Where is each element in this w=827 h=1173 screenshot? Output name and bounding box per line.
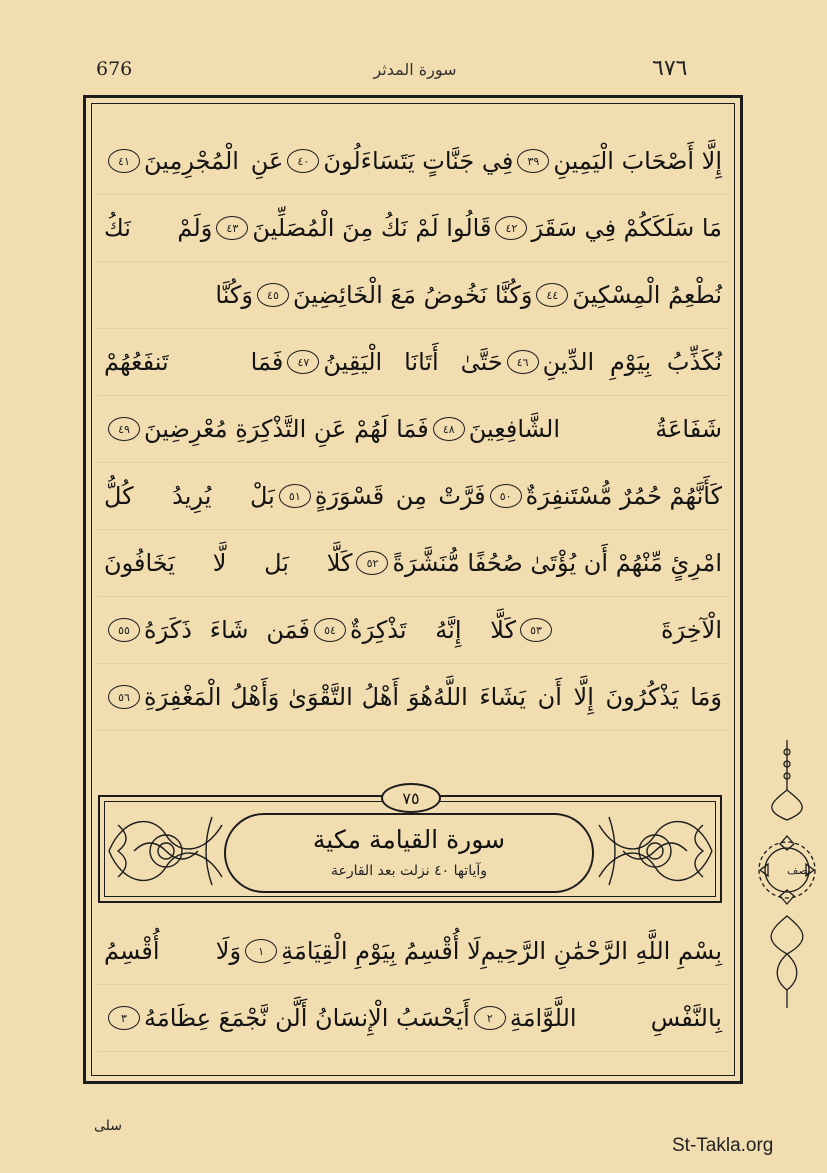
- verse-text: إِلَّا أَصْحَابَ الْيَمِينِ: [553, 147, 722, 175]
- ayah-number-marker: ٤٦: [507, 350, 539, 374]
- ayah-number-marker: ٥١: [279, 484, 311, 508]
- verse-text: فَمَا لَهُمْ عَنِ التَّذْكِرَةِ مُعْرِضِينَ: [144, 415, 429, 443]
- verse-line: [98, 664, 728, 731]
- verse-text: كَأَنَّهُمْ حُمُرٌ مُّسْتَنفِرَةٌ: [525, 482, 722, 510]
- verse-text: الْآخِرَةَ: [660, 616, 722, 644]
- page-signature: سلى: [94, 1118, 123, 1134]
- surah-title-cartouche: [224, 813, 594, 893]
- ayah-number-marker: ٥٦: [108, 685, 140, 709]
- verse-text: قَالُوا لَمْ نَكُ مِنَ الْمُصَلِّينَ: [252, 214, 492, 242]
- verse-text: حَتَّىٰ أَتَانَا الْيَقِينُ: [323, 348, 503, 376]
- ayah-number-marker: ٥٤: [314, 618, 346, 642]
- verse-line: [98, 463, 728, 530]
- ayah-number-marker: ٤٢: [495, 216, 527, 240]
- verse-line: [98, 597, 728, 664]
- verse-text: شَفَاعَةُ الشَّافِعِينَ: [468, 415, 722, 443]
- surah-number-medallion: ٧٥: [381, 783, 441, 813]
- ayah-number-marker: ١: [245, 939, 277, 963]
- verse-line: [98, 396, 728, 463]
- ayah-number-marker: ٥٢: [356, 551, 388, 575]
- verse-line: [98, 530, 728, 597]
- verse-text: هُوَ أَهْلُ التَّقْوَىٰ وَأَهْلُ الْمَغْفِرَةِ: [144, 683, 433, 711]
- ayah-number-marker: ٣٩: [517, 149, 549, 173]
- verse-text: فَمَا تَنفَعُهُمْ: [104, 348, 284, 376]
- verse-line: [98, 128, 728, 195]
- verse-line: [98, 195, 728, 262]
- verse-text: وَلَا أُقْسِمُ: [104, 937, 242, 965]
- arabesque-ornament-right: [592, 805, 717, 897]
- ayah-number-marker: ٥٠: [490, 484, 522, 508]
- verse-text: امْرِئٍ مِّنْهُمْ أَن يُؤْتَىٰ صُحُفًا مُّنَشَّرَةً: [392, 549, 722, 577]
- ayah-number-marker: ٤٣: [216, 216, 248, 240]
- verse-text: بَلْ يُرِيدُ كُلُّ: [104, 482, 275, 510]
- ayah-number-marker: ٤٥: [257, 283, 289, 307]
- verse-line: [98, 329, 728, 396]
- ayah-number-marker: ٤٧: [287, 350, 319, 374]
- lower-verse-block: [98, 918, 728, 1052]
- verse-text: كَلَّا إِنَّهُ تَذْكِرَةٌ: [350, 616, 516, 644]
- verse-text: نُطْعِمُ الْمِسْكِينَ: [572, 281, 722, 309]
- verse-text: بِالنَّفْسِ اللَّوَّامَةِ: [509, 1004, 722, 1032]
- verse-text: كَلَّا بَل لَّا يَخَافُونَ: [104, 549, 353, 577]
- running-title: سورة المدثر: [373, 60, 457, 79]
- margin-note-nisf: نصف: [787, 864, 811, 877]
- ayah-number-marker: ٢: [474, 1006, 506, 1030]
- ayah-number-marker: ٤٩: [108, 417, 140, 441]
- verse-line: [98, 985, 728, 1052]
- ayah-number-marker: ٤٤: [536, 283, 568, 307]
- verse-text: نُكَذِّبُ بِيَوْمِ الدِّينِ: [542, 348, 722, 376]
- verse-text: عَنِ الْمُجْرِمِينَ: [144, 147, 284, 175]
- page-number-arabic: ٦٧٦: [652, 56, 688, 81]
- verse-text: فَرَّتْ مِن قَسْوَرَةٍ: [314, 482, 486, 510]
- arabesque-ornament-left: [104, 805, 229, 897]
- verse-text: فَمَن شَاءَ ذَكَرَهُ: [144, 616, 310, 644]
- upper-verse-block: [98, 128, 728, 731]
- verse-text: وَكُنَّا نَخُوضُ مَعَ الْخَائِضِينَ: [292, 281, 533, 309]
- verse-text: مَا سَلَكَكُمْ فِي سَقَرَ: [531, 214, 722, 242]
- verse-line: [98, 262, 728, 329]
- ayah-number-marker: ٤١: [108, 149, 140, 173]
- verse-text: وَكُنَّا: [215, 281, 253, 309]
- verse-line: [98, 918, 728, 985]
- surah-banner: [94, 783, 726, 908]
- surah-info: وآياتها ٤٠ نزلت بعد القارعة: [330, 863, 488, 879]
- ayah-number-marker: ٤٠: [287, 149, 319, 173]
- ayah-number-marker: ٥٥: [108, 618, 140, 642]
- verse-text: وَلَمْ نَكُ: [104, 214, 213, 242]
- watermark: St-Takla.org: [672, 1135, 774, 1156]
- surah-title: سورة القيامة مكية: [312, 825, 506, 854]
- ayah-number-marker: ٤٨: [433, 417, 465, 441]
- ayah-number-marker: ٥٣: [520, 618, 552, 642]
- verse-text: أَيَحْسَبُ الْإِنسَانُ أَلَّن نَّجْمَعَ عِظَامَهُ: [144, 1004, 470, 1032]
- verse-text: بِسْمِ اللَّهِ الرَّحْمَٰنِ الرَّحِيمِ: [480, 937, 722, 965]
- verse-text: لَا أُقْسِمُ بِيَوْمِ الْقِيَامَةِ: [281, 937, 481, 965]
- verse-text: فِي جَنَّاتٍ يَتَسَاءَلُونَ: [323, 147, 514, 175]
- verse-text: وَمَا يَذْكُرُونَ إِلَّا أَن يَشَاءَ اللَّهُ: [433, 683, 722, 711]
- ayah-number-marker: ٣: [108, 1006, 140, 1030]
- page-number-latin: 676: [96, 58, 133, 80]
